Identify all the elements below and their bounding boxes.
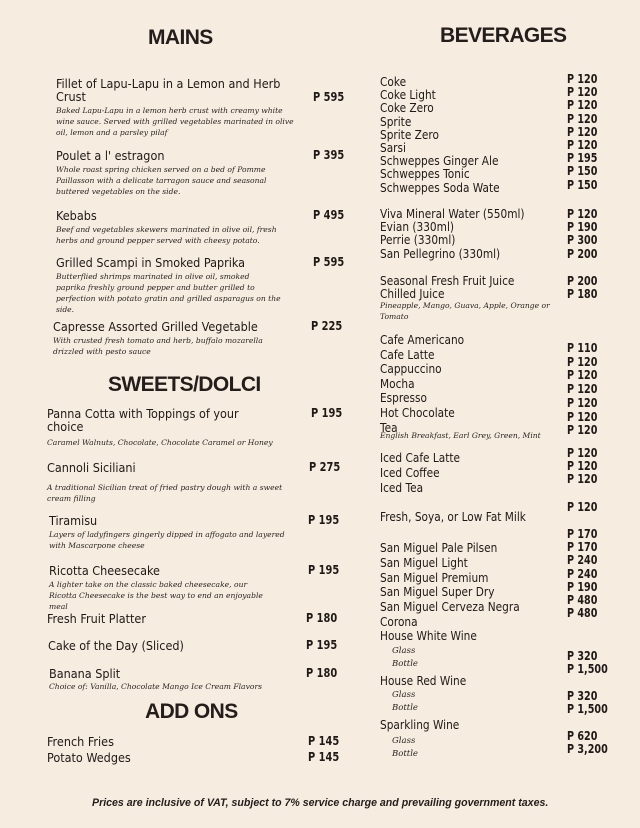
beverage-name: Viva Mineral Water (550ml) [380,207,525,221]
item-name: Cake of the Day (Sliced) [48,638,184,653]
wine-serving-label: Bottle [392,703,418,713]
beverage-price: P 170 [567,527,598,541]
item-price: P 495 [313,208,345,222]
item-name: Poulet a l' estragon [56,148,165,163]
beverage-price: P 150 [567,164,598,179]
item-description: Whole roast spring chicken served on a bed of Pomme Paillasson with a delicate tarragon sauce and seasonal buttered vegetables on the side. [56,165,267,196]
item-price: P 595 [313,255,345,269]
menu-item [56,77,306,138]
beverage-price: P 150 [567,177,598,192]
beverage-price: P 180 [567,287,598,302]
beverage-name: San Miguel Premium [380,570,489,585]
wine-serving-label: Bottle [392,659,418,669]
item-name: Banana Split [49,666,121,681]
beverage-name: San Miguel Pale Pilsen [380,541,498,555]
beverage-prices-juice [567,275,605,301]
beverage-name: Chilled Juice [380,287,445,302]
beverage-name: Perrie (330ml) [380,233,456,248]
item-description: With crusted fresh tomato and herb, buffalo mozarella drizzled with pesto sauce [53,336,263,356]
beverage-price: P 120 [567,459,598,474]
beverage-name: Coke [380,75,407,89]
item-price: P 275 [309,460,341,474]
beverage-name: Cafe Americano [380,333,465,347]
beverage-prices-beer [567,528,605,620]
item-name: Tiramisu [49,513,98,528]
beverage-price: P 190 [567,579,598,594]
item-description: Beef and vegetables skewers marinated in olive oil, fresh herbs and ground pepper served with cheesy potato. [56,225,277,245]
beverage-price: P 240 [567,566,598,581]
beverage-price: P 240 [567,553,598,568]
item-price: P 395 [313,148,345,162]
beverage-price: P 120 [567,382,598,397]
beverage-price: P 195 [567,151,598,166]
item-name: French Fries [47,734,114,749]
beverage-note: Pineapple, Mango, Guava, Apple, Orange or Tomato [380,301,550,321]
beverage-price: P 120 [567,446,598,460]
beverage-name: Mocha [380,376,415,391]
beverage-price: P 120 [567,368,598,383]
item-description: Baked Lapu-Lapu in a lemon herb crust with creamy white wine sauce. Served with grilled vegetables marinated in olive oil, lemon and a parsley pilaf [56,106,294,137]
beverage-note: English Breakfast, Earl Grey, Green, Mint [380,431,541,440]
item-name: Capresse Assorted Grilled Vegetable [53,319,258,334]
beverage-prices-water [567,208,605,261]
menu-item [56,149,296,197]
wine-title: Sparkling Wine [380,718,460,732]
item-price: P 195 [311,406,343,420]
beverage-list-beer [380,541,539,630]
menu-item [49,514,289,551]
beverage-list-juice [380,275,533,301]
item-price: P 595 [313,90,345,104]
beverage-price: P 1,500 [567,702,608,716]
item-name: Grilled Scampi in Smoked Paprika [56,255,246,270]
item-price: P 195 [308,563,340,577]
item-description: A lighter take on the classic baked cheesecake, our Ricotta Cheesecake is the best way to end an enjoyable meal [49,580,263,611]
beverage-name: San Pellegrino (330ml) [380,246,501,261]
beverage-name: Schweppes Soda Wate [380,180,500,195]
beverage-name: San Miguel Cerveza Negra [380,600,520,615]
beverage-name: Evian (330ml) [380,220,455,235]
item-price: P 195 [306,638,338,652]
beverage-name: Iced Coffee [380,466,440,480]
beverage-price: P 120 [567,98,598,113]
menu-item [56,256,306,315]
menu-item [53,320,303,357]
beverage-list-soft-drinks [380,76,516,195]
beverage-prices-coffee [567,342,605,438]
mains-heading: MAINS [148,26,213,49]
item-name: Kebabs [56,208,97,223]
beverage-price: P 320 [567,689,598,703]
beverage-price: P 120 [567,85,598,100]
wine-title: House Red Wine [380,674,467,688]
beverage-name: San Miguel Super Dry [380,585,495,600]
beverage-price: P 120 [567,354,598,369]
beverage-price: P 620 [567,729,598,743]
item-price: P 180 [306,611,338,625]
beverage-price: P 120 [567,111,598,126]
item-price: P 145 [308,734,340,748]
item-price: P 225 [311,319,343,333]
beverage-price: P 120 [567,500,598,514]
beverage-price: P 120 [567,395,598,410]
beverage-price: P 480 [567,593,598,608]
item-name: Panna Cotta with Toppings of your choice [47,406,239,434]
sweets-heading: SWEETS/DOLCI [108,373,261,396]
beverage-price: P 170 [567,540,598,555]
menu-item [47,461,287,504]
item-description: Choice of: Vanilla, Chocolate Mango Ice Cream Flavors [49,682,262,691]
beverage-price: P 190 [567,220,598,235]
item-name: Fillet of Lapu-Lapu in a Lemon and Herb Crust [56,76,281,104]
item-name: Cannoli Siciliani [47,460,136,475]
menu-item [49,667,299,692]
beverage-name: Schweppes Ginger Ale [380,154,499,169]
beverage-name: Corona [380,614,418,629]
beverage-price: P 480 [567,606,598,621]
beverage-price: P 120 [567,72,598,86]
item-name: Ricotta Cheesecake [49,563,160,578]
item-description: A traditional Sicilian treat of fried pastry dough with a sweet cream filling [47,483,283,503]
beverage-name: Sprite [380,114,412,129]
addons-heading: ADD ONS [145,700,238,723]
beverage-price: P 120 [567,124,598,139]
beverage-name: Fresh, Soya, or Low Fat Milk [380,510,526,524]
beverage-name: Tea [380,420,398,435]
item-price: P 145 [308,750,340,764]
beverage-name: Iced Cafe Latte [380,451,461,465]
item-description: Layers of ladyfingers gingerly dipped in affogato and layered with Mascarpone cheese [49,530,285,550]
beverage-price: P 110 [567,341,598,355]
beverage-prices-iced [567,447,605,487]
item-description: Butterflied shrimps marinated in olive oil, smoked paprika freshly ground pepper and butter grilled to perfection with potato gratin and grilled asparagus on the side. [56,272,281,314]
item-price: P 180 [306,666,338,680]
beverage-name: San Miguel Light [380,555,468,570]
beverages-heading: BEVERAGES [440,24,567,47]
beverage-price: P 120 [567,138,598,153]
wine-serving-label: Bottle [392,749,418,759]
beverage-list-iced [380,451,471,496]
beverage-price: P 200 [567,246,598,261]
beverage-price: P 120 [567,472,598,487]
beverage-name: Coke Light [380,88,436,103]
beverage-name: Sprite Zero [380,127,439,142]
beverage-name: Iced Tea [380,481,424,495]
beverage-price: P 3,200 [567,742,608,756]
menu-item [47,406,273,448]
wine-serving-label: Glass [392,646,416,656]
beverage-name: Sarsi [380,141,406,156]
beverage-name: Schweppes Tonic [380,167,470,182]
beverage-name: Coke Zero [380,101,434,116]
beverage-name: Seasonal Fresh Fruit Juice [380,274,515,288]
footer-note: Prices are inclusive of VAT, subject to 7% service charge and prevailing government taxes. [92,797,549,809]
beverage-price: P 300 [567,233,598,248]
beverage-price: P 200 [567,274,598,288]
item-description: Caramel Walnuts, Chocolate, Chocolate Caramel or Honey [47,438,273,447]
menu-item [56,209,296,246]
beverage-name: Cappuccino [380,362,442,377]
beverage-list-water [380,208,544,261]
wine-title: House White Wine [380,629,477,643]
wine-serving-label: Glass [392,736,416,746]
beverage-price: P 120 [567,207,598,221]
beverage-name: Cafe Latte [380,347,435,362]
menu-item [49,564,289,612]
wine-serving-label: Glass [392,690,416,700]
item-name: Fresh Fruit Platter [47,611,146,626]
beverage-price: P 120 [567,409,598,424]
beverage-name: Hot Chocolate [380,405,455,420]
beverage-name: Espresso [380,391,427,406]
beverage-list-coffee [380,333,476,435]
beverage-price: P 1,500 [567,662,608,676]
item-name: Potato Wedges [47,750,131,765]
beverage-price: P 320 [567,649,598,663]
beverage-price: P 120 [567,423,598,438]
beverage-prices-soft-drinks [567,73,605,192]
item-price: P 195 [308,513,340,527]
